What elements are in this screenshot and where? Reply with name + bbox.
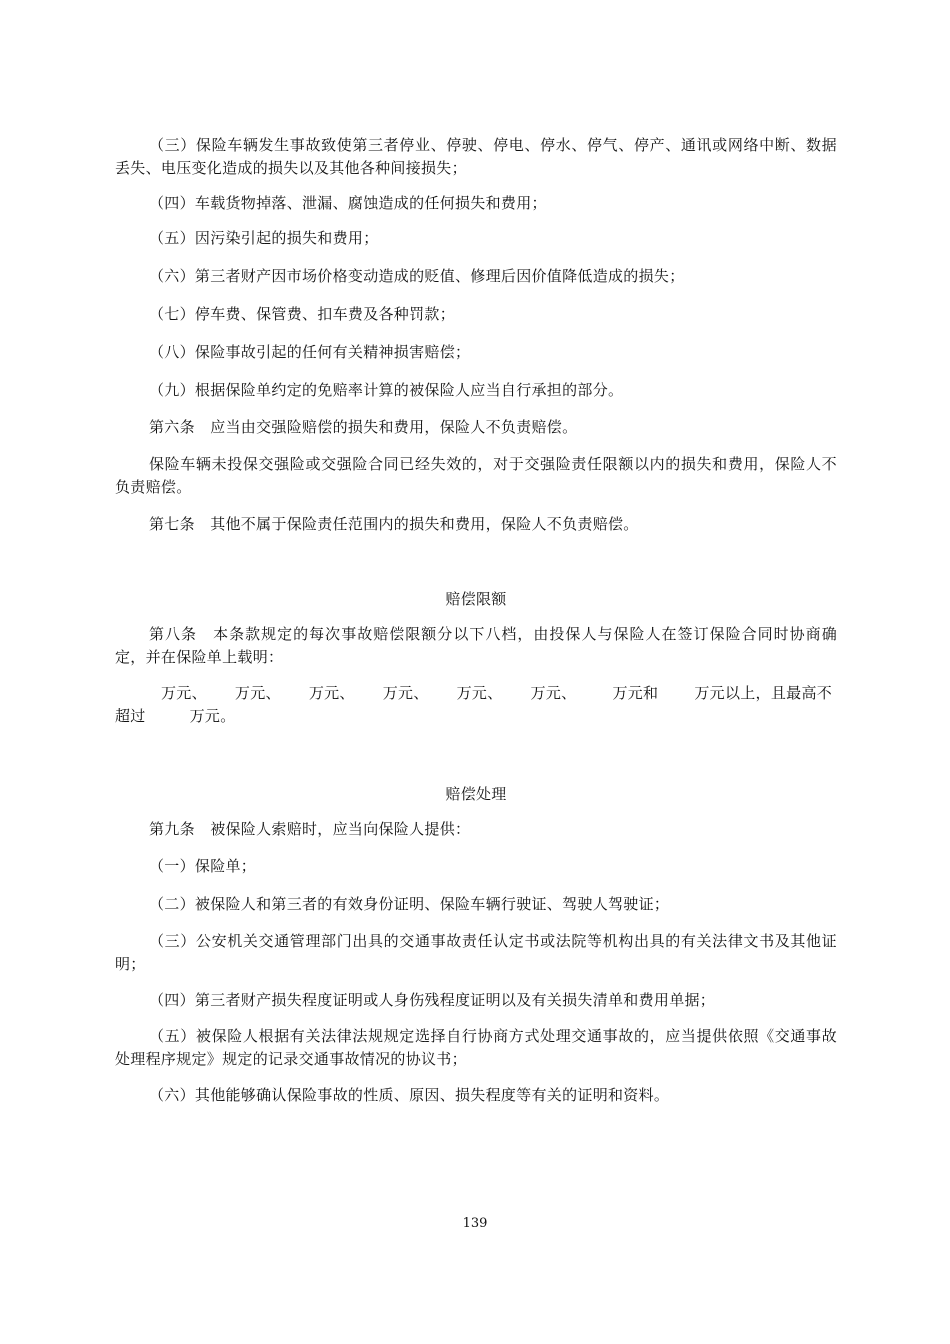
article-7: 第七条 其他不属于保险责任范围内的损失和费用，保险人不负责赔偿。 — [149, 515, 639, 533]
limit-amount-6: 万元、 — [530, 684, 577, 702]
page-number: 139 — [462, 1216, 488, 1231]
article-9: 第九条 被保险人索赔时，应当向保险人提供： — [149, 820, 471, 838]
article-6-para-2: 保险车辆未投保交强险或交强险合同已经失效的，对于交强险责任限额以内的损失和费用，保险人不负责赔偿。 — [115, 455, 837, 496]
claim-item-3: （三）公安机关交通管理部门出具的交通事故责任认定书或法院等机构出具的有关法律文书及其他证明； — [115, 932, 837, 973]
section-title-claims: 赔偿处理 — [445, 785, 507, 803]
clause-c5: （五）因污染引起的损失和费用； — [149, 229, 379, 247]
limit-max-suffix: 万元。 — [189, 707, 236, 725]
limit-max-prefix: 超过 — [115, 707, 146, 725]
claim-item-1: （一）保险单； — [149, 857, 257, 875]
clause-c9: （九）根据保险单约定的免赔率计算的被保险人应当自行承担的部分。 — [149, 381, 624, 399]
claim-item-6: （六）其他能够确认保险事故的性质、原因、损失程度等有关的证明和资料。 — [149, 1086, 670, 1104]
limit-max-line — [115, 705, 837, 728]
section-title-limits: 赔偿限额 — [445, 590, 507, 608]
article-8: 第八条 本条款规定的每次事故赔偿限额分以下八档，由投保人与保险人在签订保险合同时协商确定，并在保险单上载明： — [115, 625, 837, 666]
claim-item-4: （四）第三者财产损失程度证明或人身伤残程度证明以及有关损失清单和费用单据； — [149, 991, 716, 1009]
limit-amount-2: 万元、 — [234, 684, 281, 702]
clause-c8: （八）保险事故引起的任何有关精神损害赔偿； — [149, 343, 471, 361]
clause-c3: （三）保险车辆发生事故致使第三者停业、停驶、停电、停水、停气、停产、通讯或网络中断、数据丢失、电压变化造成的损失以及其他各种间接损失； — [115, 136, 837, 177]
document-page — [115, 134, 837, 1107]
clause-c6: （六）第三者财产因市场价格变动造成的贬值、修理后因价值降低造成的损失； — [149, 267, 685, 285]
limit-amounts-line — [115, 682, 837, 705]
claim-item-5: （五）被保险人根据有关法律法规规定选择自行协商方式处理交通事故的，应当提供依照《交通事故处理程序规定》规定的记录交通事故情况的协议书； — [115, 1027, 837, 1068]
limit-amount-1: 万元、 — [161, 684, 207, 702]
clause-c7: （七）停车费、保管费、扣车费及各种罚款； — [149, 305, 456, 323]
limit-amount-8: 万元以上，且最高不 — [694, 684, 833, 702]
article-6: 第六条 应当由交强险赔偿的损失和费用，保险人不负责赔偿。 — [149, 418, 578, 436]
claim-item-2: （二）被保险人和第三者的有效身份证明、保险车辆行驶证、驾驶人驾驶证； — [149, 895, 670, 913]
clause-c4: （四）车载货物掉落、泄漏、腐蚀造成的任何损失和费用； — [149, 194, 547, 212]
limit-amount-4: 万元、 — [382, 684, 429, 702]
limit-amount-5: 万元、 — [456, 684, 503, 702]
limit-amount-7: 万元和 — [612, 684, 659, 702]
limit-amount-3: 万元、 — [308, 684, 355, 702]
